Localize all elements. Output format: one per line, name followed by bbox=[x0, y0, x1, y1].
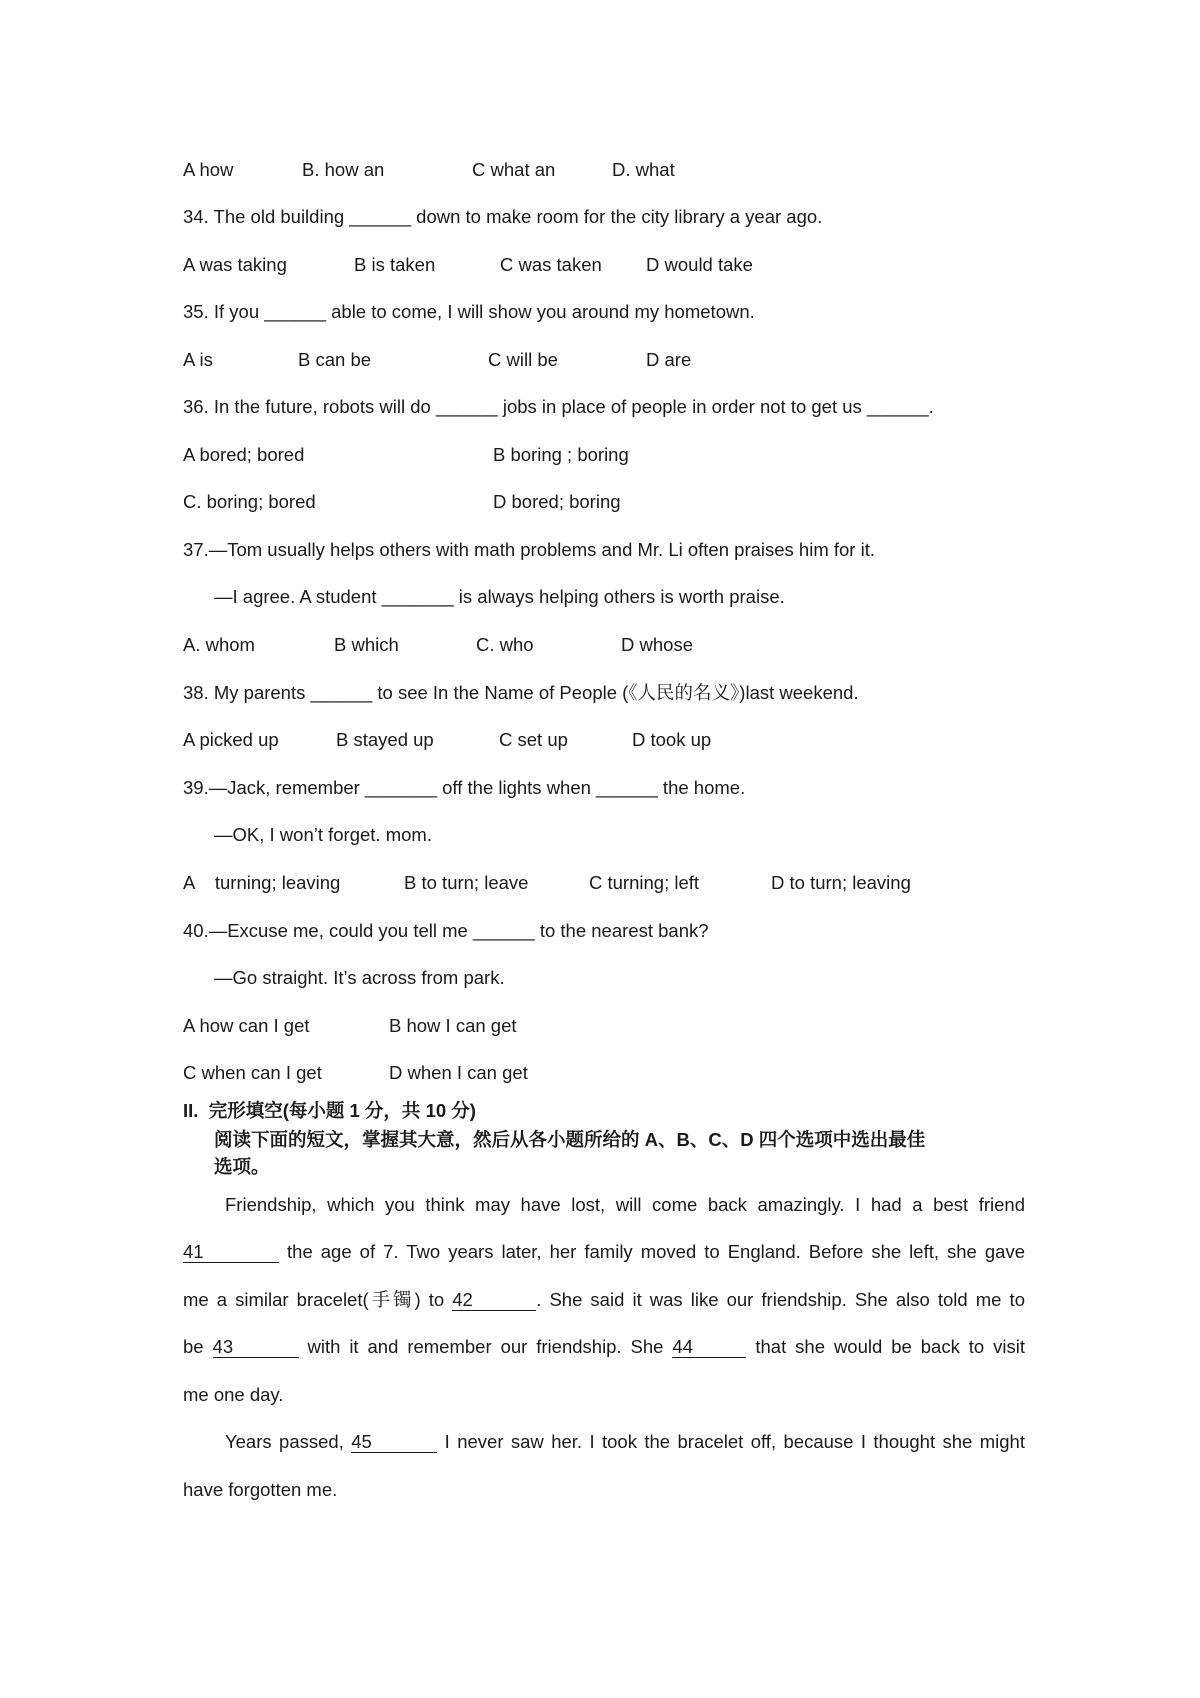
q37-reply: —I agree. A student _______ is always helping others is worth praise. bbox=[214, 586, 785, 607]
passage-line: me one day. bbox=[183, 1384, 284, 1405]
passage-line bbox=[183, 1288, 1025, 1312]
q37-option-a: A. whom bbox=[183, 634, 255, 655]
blank-44[interactable]: 44 bbox=[672, 1337, 746, 1358]
q39-stem: 39.—Jack, remember _______ off the lights when ______ the home. bbox=[183, 777, 746, 798]
q36-option-a: A bored; bored bbox=[183, 444, 305, 465]
q40-reply: —Go straight. It’s across from park. bbox=[214, 967, 505, 988]
q37-option-d: D whose bbox=[621, 634, 693, 655]
blank-43[interactable]: 43 bbox=[213, 1337, 299, 1358]
passage-text: be bbox=[183, 1336, 213, 1357]
q34-option-c: C was taken bbox=[500, 254, 602, 275]
q37-stem: 37.—Tom usually helps others with math problems and Mr. Li often praises him for it. bbox=[183, 539, 875, 560]
q39-option-a: A turning; leaving bbox=[183, 872, 341, 893]
q33-option-b: B. how an bbox=[302, 159, 385, 180]
passage-text: the age of 7. Two years later, her family moved to England. Before she left, she gave bbox=[279, 1241, 1025, 1262]
q37-option-c: C. who bbox=[476, 634, 534, 655]
q36-option-b: B boring ; boring bbox=[493, 444, 629, 465]
q34-option-a: A was taking bbox=[183, 254, 287, 275]
passage-line bbox=[183, 1335, 1025, 1359]
q40-stem: 40.—Excuse me, could you tell me ______ to the nearest bank? bbox=[183, 920, 709, 941]
q37-option-b: B which bbox=[334, 634, 399, 655]
q40-option-d: D when I can get bbox=[389, 1062, 528, 1083]
q39-reply: —OK, I won’t forget. mom. bbox=[214, 824, 432, 845]
q35-option-a: A is bbox=[183, 349, 213, 370]
section-instruction-line1: 阅读下面的短文，掌握其大意，然后从各小题所给的 A、B、C、D 四个选项中选出最佳 bbox=[214, 1129, 926, 1150]
section-instruction-line2: 选项。 bbox=[214, 1156, 270, 1177]
passage-text: . She said it was like our friendship. She also told me to bbox=[536, 1289, 1025, 1310]
q40-option-b: B how I can get bbox=[389, 1015, 517, 1036]
q38-option-b: B stayed up bbox=[336, 729, 434, 750]
q38-option-d: D took up bbox=[632, 729, 712, 750]
passage-text: I never saw her. I took the bracelet off, because I thought she might bbox=[437, 1431, 1025, 1452]
q35-option-d: D are bbox=[646, 349, 692, 370]
q36-option-d: D bored; boring bbox=[493, 491, 621, 512]
q33-option-c: C what an bbox=[472, 159, 556, 180]
passage-text: me a similar bracelet(手镯) to bbox=[183, 1289, 453, 1310]
passage-line bbox=[183, 1240, 1025, 1264]
blank-41[interactable]: 41 bbox=[183, 1242, 279, 1263]
q34-option-b: B is taken bbox=[354, 254, 436, 275]
q36-option-c: C. boring; bored bbox=[183, 491, 316, 512]
q38-option-a: A picked up bbox=[183, 729, 279, 750]
q35-option-b: B can be bbox=[298, 349, 372, 370]
q33-option-d: D. what bbox=[612, 159, 675, 180]
section-heading: II. 完形填空(每小题 1 分，共 10 分) bbox=[183, 1100, 476, 1121]
passage-line bbox=[225, 1430, 1025, 1454]
q38-stem: 38. My parents ______ to see In the Name of People (《人民的名义》)last weekend. bbox=[183, 682, 859, 703]
q35-option-c: C will be bbox=[488, 349, 558, 370]
q34-option-d: D would take bbox=[646, 254, 753, 275]
q36-stem: 36. In the future, robots will do ______ jobs in place of people in order not to get us ______. bbox=[183, 396, 934, 417]
passage-text: that she would be back to visit bbox=[746, 1336, 1025, 1357]
q40-option-a: A how can I get bbox=[183, 1015, 310, 1036]
blank-45[interactable]: 45 bbox=[351, 1432, 437, 1453]
passage-text: Years passed, bbox=[225, 1431, 352, 1452]
q35-stem: 35. If you ______ able to come, I will show you around my hometown. bbox=[183, 301, 755, 322]
blank-42[interactable]: 42 bbox=[452, 1290, 536, 1311]
q38-option-c: C set up bbox=[499, 729, 568, 750]
passage-line: have forgotten me. bbox=[183, 1479, 338, 1500]
q34-stem: 34. The old building ______ down to make room for the city library a year ago. bbox=[183, 206, 823, 227]
q39-option-b: B to turn; leave bbox=[404, 872, 529, 893]
q39-option-c: C turning; left bbox=[589, 872, 700, 893]
q40-option-c: C when can I get bbox=[183, 1062, 322, 1083]
q39-option-d: D to turn; leaving bbox=[771, 872, 911, 893]
passage-line: Friendship, which you think may have lost, will come back amazingly. I had a best friend bbox=[225, 1194, 1025, 1215]
passage-text: with it and remember our friendship. She bbox=[298, 1336, 673, 1357]
q33-option-a: A how bbox=[183, 159, 234, 180]
